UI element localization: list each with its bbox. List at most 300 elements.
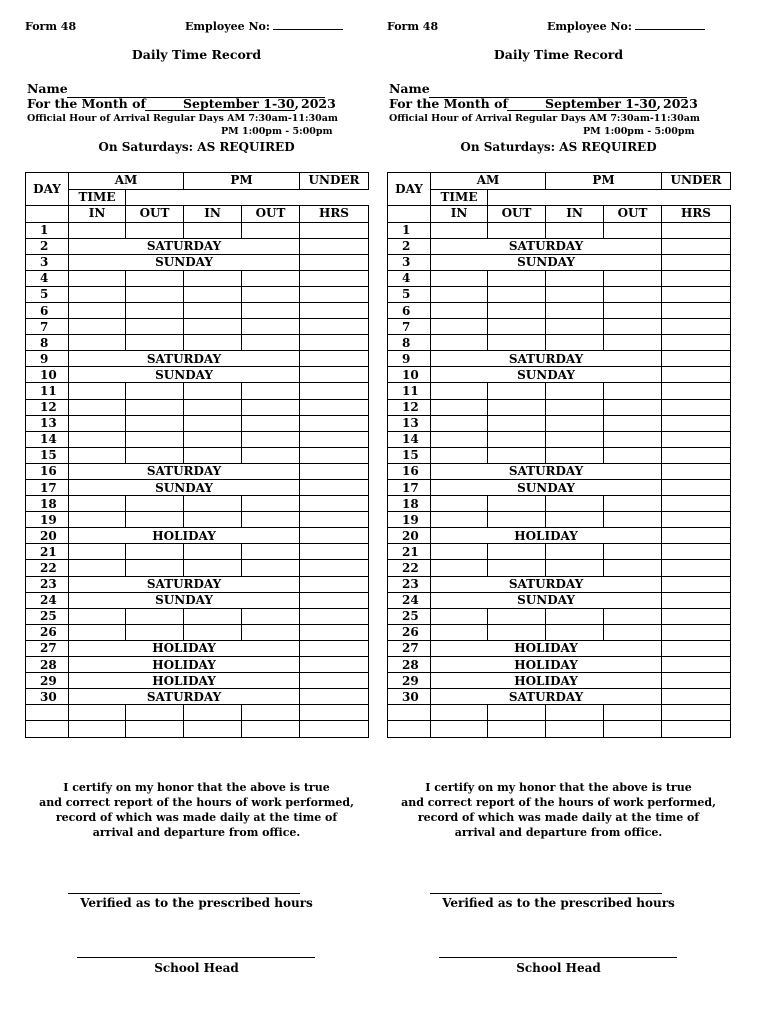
day-cell: 22 xyxy=(388,560,431,576)
pm-in-cell[interactable] xyxy=(184,431,242,447)
undertime-cell[interactable] xyxy=(662,705,731,721)
undertime-cell[interactable] xyxy=(300,222,369,238)
table-row xyxy=(26,528,369,544)
day-cell: 7 xyxy=(388,319,431,335)
pm-in-cell[interactable] xyxy=(546,544,604,560)
day-cell: 1 xyxy=(26,222,69,238)
undertime-cell[interactable] xyxy=(300,544,369,560)
table-row xyxy=(26,222,369,238)
day-cell: 13 xyxy=(388,415,431,431)
pm-in-cell[interactable] xyxy=(184,624,242,640)
undertime-cell[interactable] xyxy=(300,512,369,528)
day-note-cell: SUNDAY xyxy=(69,367,300,383)
undertime-cell[interactable] xyxy=(662,624,731,640)
am-in-cell[interactable] xyxy=(431,383,488,399)
certification-text xyxy=(25,780,368,840)
pm-out-cell[interactable] xyxy=(604,705,662,721)
certification-line: and correct report of the hours of work performed, xyxy=(401,796,716,809)
am-in-cell[interactable] xyxy=(69,383,126,399)
am-in-cell[interactable] xyxy=(69,624,126,640)
pm-in-cell[interactable] xyxy=(184,415,242,431)
table-row xyxy=(26,351,369,367)
day-cell: 28 xyxy=(26,657,69,673)
am-in-cell[interactable] xyxy=(69,286,126,302)
am-out-cell[interactable] xyxy=(126,608,184,624)
pm-in-cell[interactable] xyxy=(184,544,242,560)
pm-in-cell[interactable] xyxy=(184,496,242,512)
pm-out-cell[interactable] xyxy=(242,286,300,302)
am-in-cell[interactable] xyxy=(69,399,126,415)
am-in-cell[interactable] xyxy=(69,222,126,238)
am-in-header: IN xyxy=(69,206,126,223)
pm-out-cell[interactable] xyxy=(242,560,300,576)
am-out-cell[interactable] xyxy=(126,399,184,415)
day-cell: 21 xyxy=(388,544,431,560)
pm-in-cell[interactable] xyxy=(546,399,604,415)
am-out-cell[interactable] xyxy=(488,302,546,318)
pm-in-cell[interactable] xyxy=(546,496,604,512)
undertime-cell[interactable] xyxy=(662,480,731,496)
employee-signature-line[interactable] xyxy=(430,893,662,894)
undertime-cell[interactable] xyxy=(300,705,369,721)
undertime-cell[interactable] xyxy=(300,383,369,399)
am-in-cell[interactable] xyxy=(431,608,488,624)
day-cell: 27 xyxy=(388,640,431,656)
am-out-cell[interactable] xyxy=(488,512,546,528)
table-row xyxy=(26,431,369,447)
undertime-cell[interactable] xyxy=(662,721,731,737)
undertime-cell[interactable] xyxy=(300,286,369,302)
pm-out-cell[interactable] xyxy=(604,270,662,286)
am-out-cell[interactable] xyxy=(126,705,184,721)
am-in-cell[interactable] xyxy=(431,415,488,431)
am-in-cell[interactable] xyxy=(69,544,126,560)
am-in-cell[interactable] xyxy=(431,544,488,560)
school-head-signature-line[interactable] xyxy=(439,957,677,958)
undertime-cell[interactable] xyxy=(662,286,731,302)
undertime-cell[interactable] xyxy=(300,270,369,286)
undertime-cell[interactable] xyxy=(300,624,369,640)
certification-line: I certify on my honor that the above is true xyxy=(425,781,692,794)
pm-out-cell[interactable] xyxy=(604,608,662,624)
am-in-cell[interactable] xyxy=(69,335,126,351)
pm-out-cell[interactable] xyxy=(242,608,300,624)
am-in-cell[interactable] xyxy=(431,319,488,335)
pm-out-cell[interactable] xyxy=(604,544,662,560)
undertime-cell[interactable] xyxy=(662,351,731,367)
day-cell: 6 xyxy=(26,302,69,318)
undertime-cell[interactable] xyxy=(300,657,369,673)
pm-in-cell[interactable] xyxy=(184,560,242,576)
am-out-cell[interactable] xyxy=(126,512,184,528)
pm-in-cell[interactable] xyxy=(546,415,604,431)
day-cell: 12 xyxy=(26,399,69,415)
pm-in-cell[interactable] xyxy=(184,270,242,286)
undertime-cell[interactable] xyxy=(300,447,369,463)
pm-in-cell[interactable] xyxy=(184,302,242,318)
school-head-label: School Head xyxy=(516,961,601,975)
am-in-header: IN xyxy=(431,206,488,223)
pm-in-cell[interactable] xyxy=(546,383,604,399)
table-row xyxy=(26,640,369,656)
pm-out-cell[interactable] xyxy=(604,496,662,512)
verified-label: Verified as to the prescribed hours xyxy=(442,896,675,910)
am-out-cell[interactable] xyxy=(488,544,546,560)
undertime-cell[interactable] xyxy=(662,399,731,415)
undertime-cell[interactable] xyxy=(662,447,731,463)
day-note-cell: HOLIDAY xyxy=(431,657,662,673)
day-note-cell: SATURDAY xyxy=(69,351,300,367)
undertime-cell[interactable] xyxy=(300,496,369,512)
time-record-table xyxy=(387,172,731,738)
pm-in-cell[interactable] xyxy=(184,286,242,302)
am-out-cell[interactable] xyxy=(126,624,184,640)
am-out-cell[interactable] xyxy=(488,624,546,640)
pm-in-cell[interactable] xyxy=(546,624,604,640)
pm-out-cell[interactable] xyxy=(604,624,662,640)
undertime-cell[interactable] xyxy=(662,689,731,705)
undertime-cell[interactable] xyxy=(300,238,369,254)
table-row xyxy=(388,399,731,415)
am-out-cell[interactable] xyxy=(488,447,546,463)
pm-in-cell[interactable] xyxy=(546,721,604,737)
am-out-cell[interactable] xyxy=(488,560,546,576)
am-out-cell[interactable] xyxy=(126,721,184,737)
pm-out-cell[interactable] xyxy=(242,270,300,286)
day-cell xyxy=(388,705,431,721)
am-in-cell[interactable] xyxy=(69,415,126,431)
pm-in-cell[interactable] xyxy=(546,560,604,576)
pm-out-cell[interactable] xyxy=(604,286,662,302)
am-out-cell[interactable] xyxy=(488,496,546,512)
day-cell: 6 xyxy=(388,302,431,318)
pm-in-cell[interactable] xyxy=(546,512,604,528)
undertime-cell[interactable] xyxy=(300,399,369,415)
undertime-cell[interactable] xyxy=(662,528,731,544)
verified-label: Verified as to the prescribed hours xyxy=(80,896,313,910)
pm-out-cell[interactable] xyxy=(242,415,300,431)
am-out-header: OUT xyxy=(488,206,546,223)
undertime-cell[interactable] xyxy=(300,367,369,383)
day-cell: 24 xyxy=(388,592,431,608)
undertime-cell[interactable] xyxy=(662,560,731,576)
pm-in-cell[interactable] xyxy=(184,608,242,624)
year-value: 2023 xyxy=(301,96,336,111)
undertime-cell[interactable] xyxy=(662,657,731,673)
am-in-cell[interactable] xyxy=(431,705,488,721)
am-out-cell[interactable] xyxy=(126,302,184,318)
pm-in-cell[interactable] xyxy=(546,431,604,447)
am-in-cell[interactable] xyxy=(69,496,126,512)
am-out-cell[interactable] xyxy=(126,544,184,560)
day-cell: 14 xyxy=(388,431,431,447)
day-note-cell: SATURDAY xyxy=(69,689,300,705)
table-row xyxy=(388,222,731,238)
pm-out-cell[interactable] xyxy=(604,721,662,737)
pm-header: PM xyxy=(184,173,300,190)
am-in-cell[interactable] xyxy=(431,496,488,512)
table-row xyxy=(388,705,731,721)
pm-out-cell[interactable] xyxy=(242,705,300,721)
undertime-cell[interactable] xyxy=(300,415,369,431)
day-cell: 10 xyxy=(388,367,431,383)
day-cell: 9 xyxy=(388,351,431,367)
am-in-cell[interactable] xyxy=(69,302,126,318)
pm-out-cell[interactable] xyxy=(242,399,300,415)
pm-in-header: IN xyxy=(546,206,604,223)
am-in-cell[interactable] xyxy=(431,302,488,318)
pm-in-cell[interactable] xyxy=(546,286,604,302)
pm-out-header: OUT xyxy=(242,206,300,223)
undertime-cell[interactable] xyxy=(662,431,731,447)
am-in-cell[interactable] xyxy=(431,560,488,576)
am-out-cell[interactable] xyxy=(126,335,184,351)
day-note-cell: HOLIDAY xyxy=(431,528,662,544)
pm-out-cell[interactable] xyxy=(242,447,300,463)
undertime-cell[interactable] xyxy=(662,415,731,431)
am-out-cell[interactable] xyxy=(488,399,546,415)
pm-in-cell[interactable] xyxy=(184,383,242,399)
day-cell: 15 xyxy=(26,447,69,463)
am-out-cell[interactable] xyxy=(126,447,184,463)
undertime-cell[interactable] xyxy=(662,592,731,608)
pm-out-cell[interactable] xyxy=(242,383,300,399)
am-in-cell[interactable] xyxy=(69,721,126,737)
undertime-cell[interactable] xyxy=(662,335,731,351)
day-cell: 13 xyxy=(26,415,69,431)
employee-number-field[interactable] xyxy=(185,20,343,33)
pm-out-cell[interactable] xyxy=(604,383,662,399)
pm-out-cell[interactable] xyxy=(242,335,300,351)
pm-in-cell[interactable] xyxy=(184,319,242,335)
am-out-cell[interactable] xyxy=(488,286,546,302)
pm-in-cell[interactable] xyxy=(184,335,242,351)
am-in-cell[interactable] xyxy=(431,335,488,351)
am-out-cell[interactable] xyxy=(488,319,546,335)
undertime-cell[interactable] xyxy=(300,721,369,737)
pm-in-cell[interactable] xyxy=(184,447,242,463)
pm-out-cell[interactable] xyxy=(242,302,300,318)
school-head-signature-line[interactable] xyxy=(77,957,315,958)
am-in-cell[interactable] xyxy=(431,512,488,528)
undertime-cell[interactable] xyxy=(662,319,731,335)
undertime-cell[interactable] xyxy=(300,302,369,318)
pm-out-cell[interactable] xyxy=(604,335,662,351)
pm-out-cell[interactable] xyxy=(242,496,300,512)
undertime-cell[interactable] xyxy=(662,608,731,624)
table-row xyxy=(388,302,731,318)
am-out-cell[interactable] xyxy=(126,431,184,447)
pm-hours-text: PM 1:00pm - 5:00pm xyxy=(583,126,695,137)
pm-out-cell[interactable] xyxy=(604,222,662,238)
am-out-cell[interactable] xyxy=(488,705,546,721)
day-cell: 3 xyxy=(26,254,69,270)
day-cell: 20 xyxy=(26,528,69,544)
am-out-cell[interactable] xyxy=(488,335,546,351)
am-out-cell[interactable] xyxy=(126,383,184,399)
undertime-cell[interactable] xyxy=(300,560,369,576)
table-row xyxy=(388,721,731,737)
pm-in-cell[interactable] xyxy=(546,319,604,335)
am-out-cell[interactable] xyxy=(126,319,184,335)
am-in-cell[interactable] xyxy=(431,624,488,640)
undertime-cell[interactable] xyxy=(300,592,369,608)
pm-out-cell[interactable] xyxy=(604,399,662,415)
pm-out-cell[interactable] xyxy=(242,544,300,560)
am-in-cell[interactable] xyxy=(431,431,488,447)
am-out-cell[interactable] xyxy=(126,560,184,576)
table-row xyxy=(388,254,731,270)
undertime-cell[interactable] xyxy=(662,238,731,254)
am-out-cell[interactable] xyxy=(488,415,546,431)
pm-in-cell[interactable] xyxy=(184,222,242,238)
table-row xyxy=(388,576,731,592)
table-row xyxy=(388,286,731,302)
undertime-cell[interactable] xyxy=(300,319,369,335)
certification-line: and correct report of the hours of work performed, xyxy=(39,796,354,809)
pm-out-cell[interactable] xyxy=(242,624,300,640)
pm-in-cell[interactable] xyxy=(546,302,604,318)
form-number: Form 48 xyxy=(25,20,77,33)
pm-in-cell[interactable] xyxy=(546,705,604,721)
pm-in-cell[interactable] xyxy=(546,608,604,624)
pm-in-cell[interactable] xyxy=(546,335,604,351)
pm-in-cell[interactable] xyxy=(184,721,242,737)
am-in-cell[interactable] xyxy=(69,270,126,286)
undertime-cell[interactable] xyxy=(300,640,369,656)
day-note-cell: SUNDAY xyxy=(69,592,300,608)
time-record-table xyxy=(25,172,369,738)
undertime-cell[interactable] xyxy=(662,367,731,383)
pm-out-cell[interactable] xyxy=(604,431,662,447)
am-out-cell[interactable] xyxy=(488,608,546,624)
undertime-cell[interactable] xyxy=(300,335,369,351)
am-in-cell[interactable] xyxy=(69,319,126,335)
am-in-cell[interactable] xyxy=(69,608,126,624)
undertime-cell[interactable] xyxy=(662,254,731,270)
certification-text xyxy=(387,780,730,840)
table-row xyxy=(388,447,731,463)
am-in-cell[interactable] xyxy=(431,270,488,286)
day-note-cell: HOLIDAY xyxy=(431,640,662,656)
undertime-cell[interactable] xyxy=(300,608,369,624)
day-note-cell: SATURDAY xyxy=(69,238,300,254)
am-out-cell[interactable] xyxy=(126,270,184,286)
undertime-cell[interactable] xyxy=(662,496,731,512)
am-in-cell[interactable] xyxy=(69,560,126,576)
undertime-cell[interactable] xyxy=(662,270,731,286)
day-cell: 15 xyxy=(388,447,431,463)
am-out-cell[interactable] xyxy=(488,431,546,447)
undertime-cell[interactable] xyxy=(300,254,369,270)
undertime-cell[interactable] xyxy=(300,480,369,496)
am-in-cell[interactable] xyxy=(431,447,488,463)
pm-in-cell[interactable] xyxy=(184,399,242,415)
am-in-cell[interactable] xyxy=(69,512,126,528)
undertime-cell[interactable] xyxy=(662,640,731,656)
day-cell: 26 xyxy=(26,624,69,640)
am-out-cell[interactable] xyxy=(488,721,546,737)
pm-out-cell[interactable] xyxy=(604,512,662,528)
pm-in-cell[interactable] xyxy=(546,222,604,238)
table-row xyxy=(388,480,731,496)
day-cell: 27 xyxy=(26,640,69,656)
employee-number-field[interactable] xyxy=(547,20,705,33)
am-in-cell[interactable] xyxy=(431,399,488,415)
am-in-cell[interactable] xyxy=(431,721,488,737)
saturday-text: On Saturdays: AS REQUIRED xyxy=(98,140,295,154)
undertime-cell[interactable] xyxy=(662,673,731,689)
day-note-cell: SUNDAY xyxy=(69,254,300,270)
am-out-cell[interactable] xyxy=(126,222,184,238)
table-row xyxy=(388,270,731,286)
am-in-cell[interactable] xyxy=(69,705,126,721)
table-row xyxy=(388,624,731,640)
day-cell: 5 xyxy=(26,286,69,302)
pm-out-cell[interactable] xyxy=(604,319,662,335)
am-out-cell[interactable] xyxy=(488,383,546,399)
day-cell: 23 xyxy=(388,576,431,592)
pm-out-cell[interactable] xyxy=(604,560,662,576)
pm-out-cell[interactable] xyxy=(242,222,300,238)
undertime-cell[interactable] xyxy=(662,512,731,528)
day-note-cell: SATURDAY xyxy=(431,576,662,592)
am-in-cell[interactable] xyxy=(431,222,488,238)
table-row xyxy=(388,528,731,544)
am-out-cell[interactable] xyxy=(126,286,184,302)
am-in-cell[interactable] xyxy=(431,286,488,302)
under-header: UNDER xyxy=(662,173,731,190)
pm-out-cell[interactable] xyxy=(604,415,662,431)
am-out-cell[interactable] xyxy=(126,496,184,512)
undertime-cell[interactable] xyxy=(662,576,731,592)
employee-signature-line[interactable] xyxy=(68,893,300,894)
pm-in-cell[interactable] xyxy=(546,447,604,463)
day-note-cell: SUNDAY xyxy=(431,592,662,608)
undertime-cell[interactable] xyxy=(300,351,369,367)
undertime-cell[interactable] xyxy=(300,689,369,705)
undertime-cell[interactable] xyxy=(662,544,731,560)
pm-out-cell[interactable] xyxy=(604,447,662,463)
am-out-cell[interactable] xyxy=(488,270,546,286)
undertime-cell[interactable] xyxy=(300,463,369,479)
pm-in-cell[interactable] xyxy=(546,270,604,286)
undertime-cell[interactable] xyxy=(300,673,369,689)
am-in-cell[interactable] xyxy=(69,431,126,447)
undertime-cell[interactable] xyxy=(662,222,731,238)
table-row xyxy=(388,351,731,367)
under-header: UNDER xyxy=(300,173,369,190)
undertime-cell[interactable] xyxy=(300,431,369,447)
pm-out-cell[interactable] xyxy=(242,721,300,737)
day-cell: 17 xyxy=(26,480,69,496)
pm-in-cell[interactable] xyxy=(184,705,242,721)
pm-out-cell[interactable] xyxy=(242,512,300,528)
undertime-cell[interactable] xyxy=(662,463,731,479)
undertime-cell[interactable] xyxy=(300,576,369,592)
pm-in-cell[interactable] xyxy=(184,512,242,528)
pm-out-cell[interactable] xyxy=(242,431,300,447)
am-out-cell[interactable] xyxy=(126,415,184,431)
day-note-cell: HOLIDAY xyxy=(431,673,662,689)
undertime-cell[interactable] xyxy=(662,383,731,399)
undertime-cell[interactable] xyxy=(300,528,369,544)
am-in-cell[interactable] xyxy=(69,447,126,463)
pm-out-cell[interactable] xyxy=(242,319,300,335)
undertime-cell[interactable] xyxy=(662,302,731,318)
am-out-cell[interactable] xyxy=(488,222,546,238)
pm-out-cell[interactable] xyxy=(604,302,662,318)
